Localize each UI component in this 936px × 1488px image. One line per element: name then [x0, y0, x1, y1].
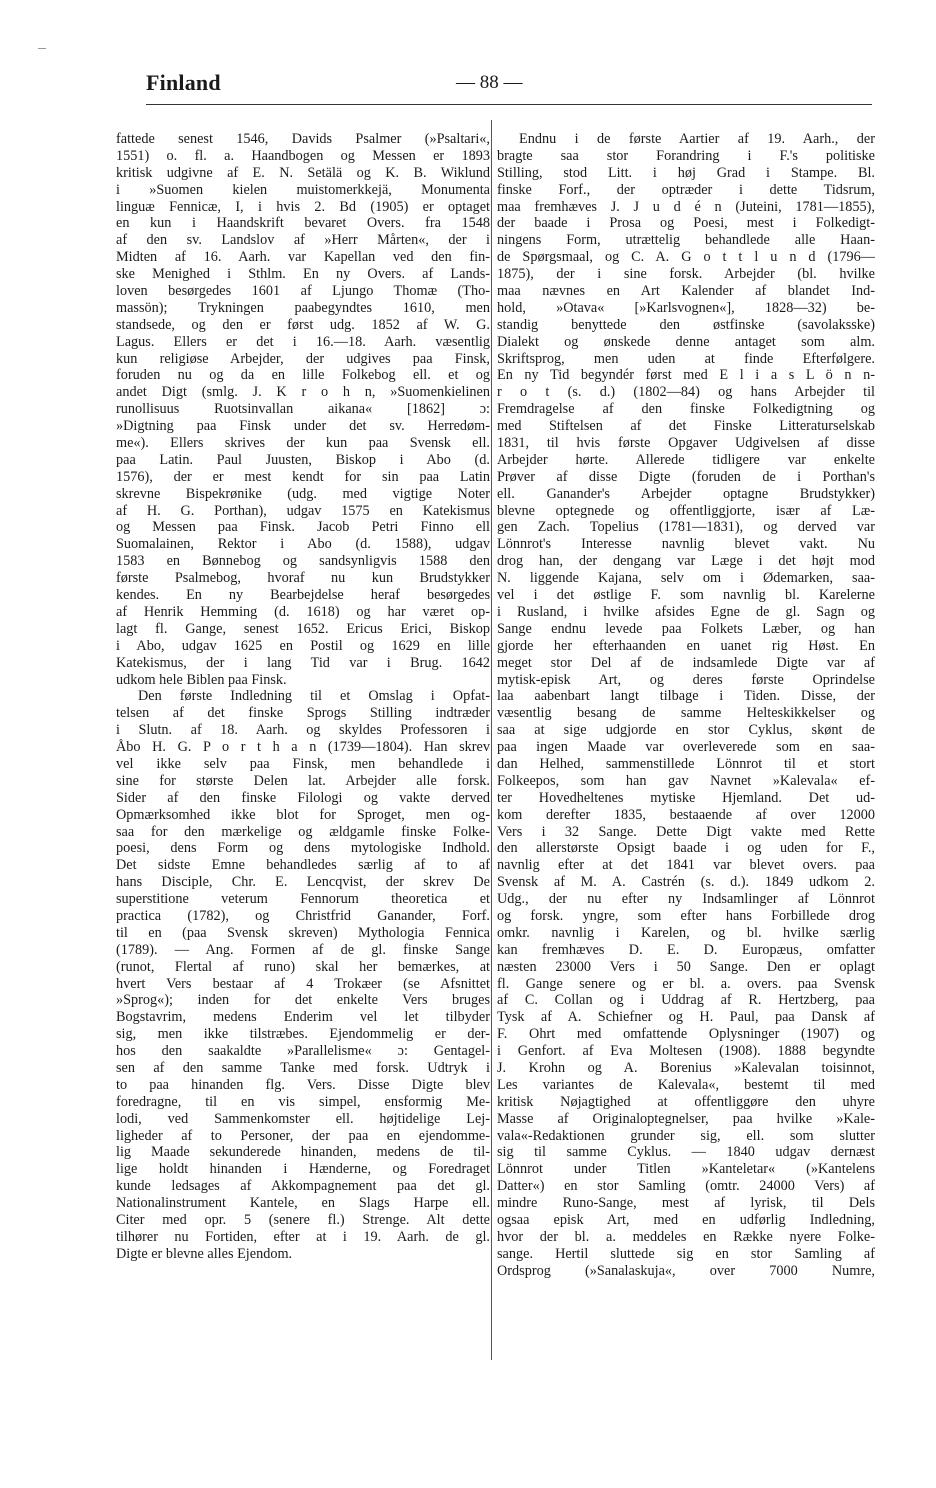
column-divider [491, 120, 492, 1360]
text-line: paa Latin. Paul Juusten, Biskop i Abo (d. [116, 451, 490, 468]
text-line: meget stor Del af de indsamlede Digte var af [497, 654, 875, 671]
text-line: finske Forf., der optræder i dette Tidsrum, [497, 181, 875, 198]
text-line: mytisk-episk Art, og deres første Oprindelse [497, 671, 875, 688]
text-line: F. Ohrt med omfattende Oplysninger (1907) og [497, 1026, 875, 1043]
text-line: tilhører nu Fortiden, efter at i 19. Aarh. de gl. [116, 1228, 490, 1245]
text-line: ell. Ganander's Arbejder optagne Brudstykker) [497, 485, 875, 502]
text-line: Suomalainen, Rektor i Abo (d. 1588), udgav [116, 536, 490, 553]
text-line: en kun i Haandskrift bevaret Overs. fra 1548 [116, 215, 490, 232]
text-line: bragte saa stor Forandring i F.'s politiske [497, 147, 875, 164]
text-line: og forsk. yngre, som efter hans Forbillede drog [497, 907, 875, 924]
page-number: — 88 — [456, 72, 523, 93]
text-line: Lagus. Ellers er det i 16.—18. Aarh. væsentlig [116, 333, 490, 350]
margin-mark [38, 48, 46, 49]
text-line: i »Suomen kielen muistomerkkejä, Monumenta [116, 181, 490, 198]
right-column [497, 131, 875, 1280]
text-line: foruden nu og da en lille Folkebog ell. et og [116, 367, 490, 384]
text-line: af Henrik Hemming (d. 1618) og har været op- [116, 603, 490, 620]
text-line: kritisk Nøjagtighed at offentliggøre den uhyre [497, 1093, 875, 1110]
text-line: lodi, ved Sammenkomster ell. højtidelige Lej- [116, 1110, 490, 1127]
text-line: sine for største Delen lat. Arbejder alle forsk. [116, 772, 490, 789]
text-line: vala«-Redaktionen grunder sig, ell. som slutter [497, 1127, 875, 1144]
text-line: me«). Ellers skrives der kun paa Svensk ell. [116, 435, 490, 452]
text-line: lige holdt hinanden i Hænderne, og Foredraget [116, 1161, 490, 1178]
text-line: ogsaa episk Art, med en udførlig Indledning, [497, 1212, 875, 1228]
text-line: den allerstørste Opsigt baade i og uden for F., [497, 840, 875, 857]
text-line: telsen af det finske Sprogs Stilling indtræder [116, 705, 490, 722]
text-line: blevne optegnede og offentliggjorte, især af Læ- [497, 502, 875, 519]
text-line: af C. Collan og i Uddrag af R. Hertzberg, paa [497, 992, 875, 1009]
text-line: laa aabenbart langt tilbage i Tiden. Disse, der [497, 688, 875, 705]
text-line: drog han, der dengang var Læge i det højt mod [497, 553, 875, 570]
text-line: mindre Runo-Sange, mest af lyrisk, til Dels [497, 1195, 875, 1212]
text-line: fattede senest 1546, Davids Psalmer (»Psaltari«, [116, 131, 490, 147]
left-column [116, 131, 490, 1263]
text-line: kan fremhæves D. E. D. Europæus, omfatter [497, 941, 875, 958]
text-line: Sange endnu levede paa Folkets Læber, og han [497, 620, 875, 637]
text-line: Digte er blevne alles Ejendom. [116, 1245, 293, 1262]
text-line: og Messen paa Finsk. Jacob Petri Finno ell [116, 519, 490, 536]
text-line: Skriftsprog, men uden at finde Efterfølgere. [497, 350, 875, 367]
text-line: superstitione veterum Fennorum theoretica et [116, 891, 490, 908]
text-line: næsten 23000 Vers i 50 Sange. Den er oplagt [497, 958, 875, 975]
header-rule [146, 104, 872, 105]
text-line: i Slutn. af 18. Aarh. og skyldes Professoren i [116, 722, 490, 739]
text-line: standsede, og den er først udg. 1852 af W. G. [116, 316, 490, 333]
text-line: væsentlig besang de samme Helteskikkelser og [497, 705, 875, 722]
text-line: J. Krohn og A. Borenius »Kalevalan toisinnot, [497, 1059, 875, 1076]
text-line: Midten af 16. Aarh. var Kapellan ved den fin- [116, 249, 490, 266]
text-line: Folkeepos, som han gav Navnet »Kalevala« ef- [497, 772, 875, 789]
text-line: med Stiftelsen af det Finske Litteraturselskab [497, 418, 875, 435]
section-title: Finland [146, 70, 221, 95]
text-line: hvert Vers bestaar af 4 Trokæer (se Afsnittet [116, 975, 490, 992]
text-line: practica (1782), og Christfrid Ganander, Forf. [116, 907, 490, 924]
text-line: kritisk udgivne af E. N. Setälä og K. B. Wiklund [116, 164, 490, 181]
text-line: Vers i 32 Sange. Dette Digt vakte med Rette [497, 823, 875, 840]
text-line: 1831, til hvis første Opgaver Udgivelsen af disse [497, 435, 875, 452]
text-line: hos den saakaldte »Parallelisme« ɔ: Gentagel- [116, 1043, 490, 1060]
text-line: gjorde her efterhaanden en uanet rig Høst. En [497, 637, 875, 654]
text-line: poesi, dens Form og dens mytologiske Indhold. [116, 840, 490, 857]
text-line: Datter«) en stor Samling (omtr. 24000 Vers) af [497, 1178, 875, 1195]
text-line: hold, »Otava« [»Karlsvognen«], 1828—32) be- [497, 299, 875, 316]
text-line: kom derefter 1835, bestaaende af over 12000 [497, 806, 875, 823]
text-line: Citer med opr. 5 (senere fl.) Strenge. Alt dette [116, 1212, 490, 1228]
text-line: Stilling, stod Litt. i høj Grad i Stampe. Bl. [497, 164, 875, 181]
text-line: Åbo H. G. P o r t h a n (1739—1804). Han skrev [116, 739, 490, 756]
text-line: fl. Gange senere og er bl. a. overs. paa Svensk [497, 975, 875, 992]
text-line: skrevne Bispekrønike (udg. med vigtige Noter [116, 485, 490, 502]
text-line: »Sprog«); inden for det enkelte Vers bruges [116, 992, 490, 1009]
text-line: af den sv. Landslov af »Herr Mårten«, der i [116, 232, 490, 249]
text-line: foredragne, til en vis simpel, ensformig Me- [116, 1093, 490, 1110]
text-line: Arbejder hørte. Allerede tidligere var enkelte [497, 451, 875, 468]
text-line: sig til samme Cyklus. — 1840 udgav dernæst [497, 1144, 875, 1161]
text-line: standig benyttede den østfinske (savolaksske) [497, 316, 875, 333]
text-line: Opmærksomhed ikke blot for Sproget, men og- [116, 806, 490, 823]
text-line: 1583 en Bønnebog og sandsynligvis 1588 den [116, 553, 490, 570]
text-line: omkr. navnlig i Karelen, og bl. hvilke særlig [497, 924, 875, 941]
text-line: i Abo, udgav 1625 en Postil og 1629 en lille [116, 637, 490, 654]
text-line: ligheder af to Personer, der paa en ejendomme- [116, 1127, 490, 1144]
text-line: udkom hele Biblen paa Finsk. [116, 671, 287, 688]
text-line: Tysk af A. Schiefner og H. Paul, paa Dansk af [497, 1009, 875, 1026]
text-line: maa nævnes en Art Kalender af blandet Ind- [497, 283, 875, 300]
text-line: dan Helhed, sammenstillede Lönnrot til et stort [497, 755, 875, 772]
text-line: (runot, Flertal af runo) skal her bemærkes, at [116, 958, 490, 975]
text-line: lagt fl. Gange, senest 1652. Ericus Erici, Biskop [116, 620, 490, 637]
text-line: første Psalmebog, hvoraf nu kun Brudstykker [116, 570, 490, 587]
text-line: Les variantes de Kalevala«, bestemt til med [497, 1076, 875, 1093]
text-line: ningens Form, utrættelig behandlede alle Haan- [497, 232, 875, 249]
text-line: Katekismus, der i lang Tid var i Brug. 1642 [116, 654, 490, 671]
text-line: kun religiøse Arbejder, der udgives paa Finsk, [116, 350, 490, 367]
text-line: sig, men ikke tilstræbes. Ejendommelig er der- [116, 1026, 490, 1043]
text-line: ske Menighed i Sthlm. En ny Overs. af Lands- [116, 266, 490, 283]
text-line: Fremdragelse af den finske Folkedigtning og [497, 401, 875, 418]
text-line: kunde ledsages af Akkompagnement paa det gl. [116, 1178, 490, 1195]
text-line: Prøver af disse Digte (foruden de i Porthan's [497, 468, 875, 485]
text-line: ter Hovedheltenes mytiske Hjemland. Det ud- [497, 789, 875, 806]
text-line: af H. G. Porthan), udgav 1575 en Katekismus [116, 502, 490, 519]
text-line: 1576), der er mest kendt for sin paa Latin [116, 468, 490, 485]
text-line: i Rusland, i hvilke afsides Egne de gl. Sagn og [497, 603, 875, 620]
text-line: r o t (s. d.) (1802—84) og hans Arbejder til [497, 384, 875, 401]
text-line: lig Maade sekunderede hinanden, medens de til- [116, 1144, 490, 1161]
text-line: Lönnrot under Titlen »Kanteletar« (»Kantelens [497, 1161, 875, 1178]
text-line: saa at sige udgjorde en stor Cyklus, skønt de [497, 722, 875, 739]
text-line: 1551) o. fl. a. Haandbogen og Messen er 1893 [116, 147, 490, 164]
text-line: Den første Indledning til et Omslag i Opfat- [138, 688, 490, 705]
text-line: Masse af Originaloptegnelser, paa hvilke »Kale- [497, 1110, 875, 1127]
text-line: hvor der bl. a. meddeles en Række nyere Folke- [497, 1228, 875, 1245]
text-line: N. liggende Kajana, selv om i Ødemarken, saa- [497, 570, 875, 587]
running-head [146, 68, 872, 102]
text-line: massön); Trykningen paabegyndtes 1610, men [116, 299, 490, 316]
text-line: hans Disciple, Chr. E. Lencqvist, der skrev De [116, 874, 490, 891]
text-line: Ordsprog (»Sanalaskuja«, over 7000 Numre, [497, 1262, 875, 1279]
text-line: »Digtning paa Finsk under det sv. Herredøm- [116, 418, 490, 435]
text-line: vel ikke selv paa Finsk, men behandlede i [116, 755, 490, 772]
text-line: runollisuus Ruotsinvallan aikana« [1862] ɔ: [116, 401, 490, 418]
text-line: (1789). — Ang. Formen af de gl. finske Sange [116, 941, 490, 958]
text-line: de Spørgsmaal, og C. A. G o t t l u n d (1796— [497, 249, 875, 266]
text-line: Sider af den finske Filologi og vakte derved [116, 789, 490, 806]
text-line: i Genfort. af Eva Moltesen (1908). 1888 begyndte [497, 1043, 875, 1060]
text-line: En ny Tid begyndér først med E l i a s L ö n n- [497, 367, 875, 384]
text-line: maa fremhæves J. J u d é n (Juteini, 1781—1855), [497, 198, 875, 215]
text-line: Bogstavrim, medens Enderim vel let tilbyder [116, 1009, 490, 1026]
text-line: Endnu i de første Aartier af 19. Aarh., der [519, 131, 875, 147]
text-line: Dialekt og ønskede denne antaget som alm. [497, 333, 875, 350]
text-line: Lönnrot's Interesse navnlig blevet vakt. Nu [497, 536, 875, 553]
text-line: saa for den mærkelige og ældgamle finske Folke- [116, 823, 490, 840]
text-line: paa ingen Maade var overleverede som en saa- [497, 739, 875, 756]
text-line: 1875), der i sine forsk. Arbejder (bl. hvilke [497, 266, 875, 283]
text-line: linguæ Fennicæ, I, i hvis 2. Bd (1905) er optaget [116, 198, 490, 215]
text-line: gen Zach. Topelius (1781—1831), og derved var [497, 519, 875, 536]
text-line: Udg., der nu efter ny Indsamlinger af Lönnrot [497, 891, 875, 908]
text-line: kendes. En ny Bearbejdelse heraf besørgedes [116, 587, 490, 604]
text-line: loven besørgedes 1601 af Ljungo Thomæ (Tho- [116, 283, 490, 300]
text-line: to paa hinanden flg. Vers. Disse Digte blev [116, 1076, 490, 1093]
text-line: der baade i Prosa og Poesi, mest i Folkedigt- [497, 215, 875, 232]
text-line: vel i det østlige F. som navnlig bl. Karelerne [497, 587, 875, 604]
text-line: Svensk af M. A. Castrén (s. d.). 1849 udkom 2. [497, 874, 875, 891]
text-line: til en (paa Svensk skreven) Mythologia Fennica [116, 924, 490, 941]
text-line: navnlig efter at det 1841 var blevet overs. paa [497, 857, 875, 874]
text-line: andet Digt (smlg. J. K r o h n, »Suomenkielinen [116, 384, 490, 401]
text-line: Nationalinstrument Kantele, en Slags Harpe ell. [116, 1195, 490, 1212]
text-line: sen af den samme Tanke med forsk. Udtryk i [116, 1059, 490, 1076]
text-line: Det sidste Emne behandledes særlig af to af [116, 857, 490, 874]
text-line: sange. Hertil sluttede sig en stor Samling af [497, 1245, 875, 1262]
